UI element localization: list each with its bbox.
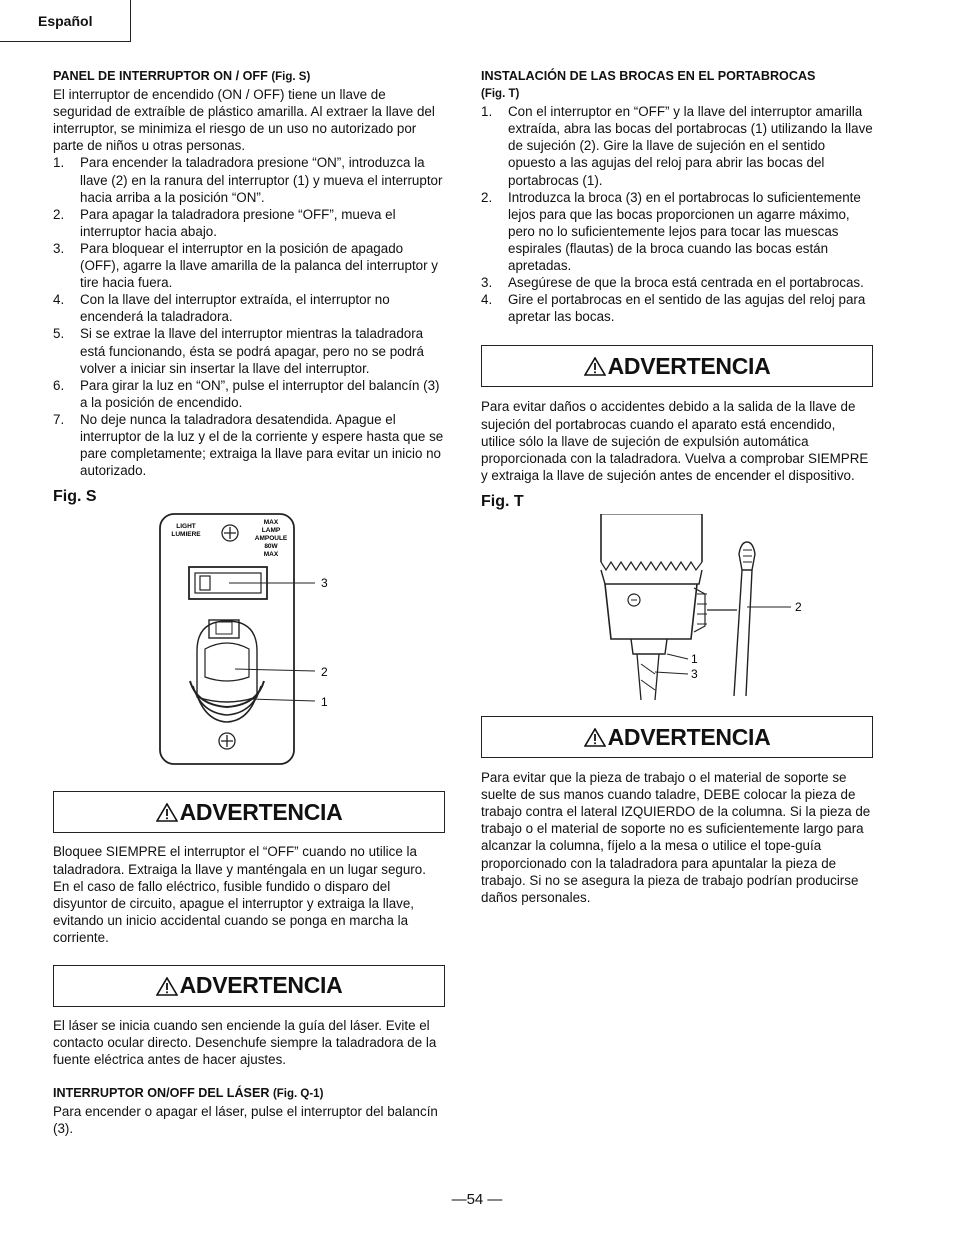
fig-t-chuck-illustration (481, 514, 873, 700)
lamp-spec-1: MAX (263, 519, 279, 527)
fig-s-label: Fig. S (53, 488, 97, 506)
warning-text-3: Para evitar daños o accidentes debido a la salida de la llave de sujeción del portabrocas cuando el aparato está encendido, utilice sólo la llave de sujeción de expulsión automática proporcionada con la taladradora. Vuelva a comprobar SIEMPRE y extraiga la llave de sujeción antes de encender el dispositivo. (481, 399, 869, 483)
list-item: 3. Para bloquear el interruptor en la posición de apagado (OFF), agarre la llave amarilla de la palanca del interruptor y tire hacia fuera. (53, 240, 438, 291)
lamp-spec-3: AMPOULE (254, 535, 288, 543)
left-column (53, 68, 445, 1138)
fig-s-switch-panel-illustration (53, 509, 445, 769)
warning-box-3 (481, 345, 873, 387)
lamp-spec-4: 80W (264, 543, 278, 551)
laser-heading: INTERRUPTOR ON/OFF DEL LÁSER (Fig. Q-1) (53, 1086, 324, 1101)
lamp-spec-2: LAMP (261, 527, 281, 535)
right-column (481, 68, 873, 906)
warning-title: ADVERTENCIA (179, 972, 343, 999)
warning-triangle-icon (584, 357, 606, 376)
list-item: 6. Para girar la luz en “ON”, pulse el interruptor del balancín (3) a la posición de encendido. (53, 377, 440, 410)
list-item: 3. Asegúrese de que la broca está centrada en el portabrocas. (481, 275, 864, 291)
install-heading-ref: (Fig. T) (481, 88, 520, 101)
warning-title: ADVERTENCIA (179, 798, 343, 825)
list-item: 2. Para apagar la taladradora presione “OFF”, mueva el interruptor hacia abajo. (53, 206, 396, 239)
warning-title: ADVERTENCIA (607, 352, 771, 379)
lamp-spec-5: MAX (263, 551, 279, 559)
list-item: 7. No deje nunca la taladradora desatendida. Apague el interruptor de la luz y el de la corriente y espere hasta que se pare completamente; extraiga la llave para evitar un inicio no autorizado. (53, 411, 444, 479)
install-steps (481, 103, 873, 325)
light-label-2: LUMIERE (171, 531, 201, 539)
light-label-1: LIGHT (176, 523, 196, 531)
list-item: 5. Si se extrae la llave del interruptor mientras la taladradora está funcionando, ésta se podrá apagar, pero no se podrá volver a iniciar sin insertar la llave del interruptor. (53, 326, 424, 376)
warning-box-2 (53, 965, 445, 1007)
chuck-jaws-icon (631, 639, 667, 654)
fig-t-callout-1: 1 (691, 651, 698, 666)
power-switch-icon (197, 621, 257, 702)
warning-box-1 (53, 791, 445, 833)
fig-t-callout-2: 2 (795, 599, 802, 614)
drill-bit-icon (637, 654, 641, 700)
warning-text-4: Para evitar que la pieza de trabajo o el material de soporte se suelte de sus manos cuando taladre, DEBE colocar la pieza de trabajo contra el lateral IZQUIERDO de la columna. Si la pieza de trabajo o el material de soporte no es suficientemente largo para alcanzar la columna, fíjelo a la mesa o utilice el tope-guía proporcionado con la taladradora para apuntalar la pieza de trabajo. Si no se asegura la pieza de trabajo podrían producirse daños personales. (481, 770, 871, 905)
page-number: —54 — (451, 1191, 503, 1208)
chuck-gear-icon (601, 562, 702, 570)
fig-s-callout-2: 2 (321, 665, 328, 680)
list-item: 2. Introduzca la broca (3) en el portabrocas lo suficientemente lejos para que las bocas proporcionen un agarre máximo, pero no lo suficientemente lejos para tocar las muescas espirales (flautas) de la broca cuando las bocas están apretadas. (481, 189, 861, 274)
warning-triangle-icon (584, 728, 606, 747)
warning-triangle-icon (156, 977, 178, 996)
warning-box-4 (481, 716, 873, 758)
panel-intro: El interruptor de encendido (ON / OFF) tiene un llave de seguridad de extraíble de plástico amarilla. Al extraer la llave del interruptor, se minimiza el riesgo de un uso no autorizado por parte de niños u otras personas. (53, 87, 435, 154)
install-heading: INSTALACIÓN DE LAS BROCAS EN EL PORTABROCAS (481, 69, 816, 83)
warning-text-1: Bloquee SIEMPRE el interruptor el “OFF” cuando no utilice la taladradora. Extraiga la llave y manténgala en un lugar seguro. En el caso de fallo eléctrico, fusible fundido o disparo del disyuntor de circuito, apague el interruptor y extraiga la llave, evitando un inicio accidental cuando se ponga en marcha la corriente. (53, 844, 426, 945)
fig-s-callout-3: 3 (321, 576, 328, 591)
panel-steps (53, 154, 445, 479)
laser-text: Para encender o apagar el láser, pulse el interruptor del balancín (3). (53, 1104, 438, 1137)
fig-t-label: Fig. T (481, 492, 524, 510)
panel-heading: PANEL DE INTERRUPTOR ON / OFF (Fig. S) (53, 69, 311, 83)
warning-title: ADVERTENCIA (607, 723, 771, 750)
warning-text-2: El láser se inicia cuando sen enciende la guía del láser. Evite el contacto ocular directo. Desenchufe siempre la taladradora de la fuente eléctrica antes de hacer ajustes. (53, 1018, 437, 1068)
chuck-body-icon (605, 584, 697, 639)
switch-key-icon (205, 643, 249, 681)
list-item: 4. Gire el portabrocas en el sentido de las agujas del reloj para apretar las bocas. (481, 292, 866, 325)
fig-t-callout-3: 3 (691, 666, 698, 681)
list-item: 1. Para encender la taladradora presione “ON”, introduzca la llave (2) en la ranura del interruptor (1) y mueva el interruptor hacia arriba a la posición “ON”. (53, 155, 443, 205)
list-item: 1. Con el interruptor en “OFF” y la llave del interruptor amarilla extraída, abra las bocas del portabrocas (1) utilizando la llave de sujeción (2). Gire la llave de sujeción en el sentido opuesto a las agujas del reloj para abrir las bocas del portabrocas (1). (481, 104, 873, 188)
warning-triangle-icon (156, 803, 178, 822)
language-tab: Español (0, 0, 131, 42)
list-item: 4. Con la llave del interruptor extraída, el interruptor no encenderá la taladradora. (53, 292, 390, 325)
fig-s-callout-1: 1 (321, 695, 328, 710)
